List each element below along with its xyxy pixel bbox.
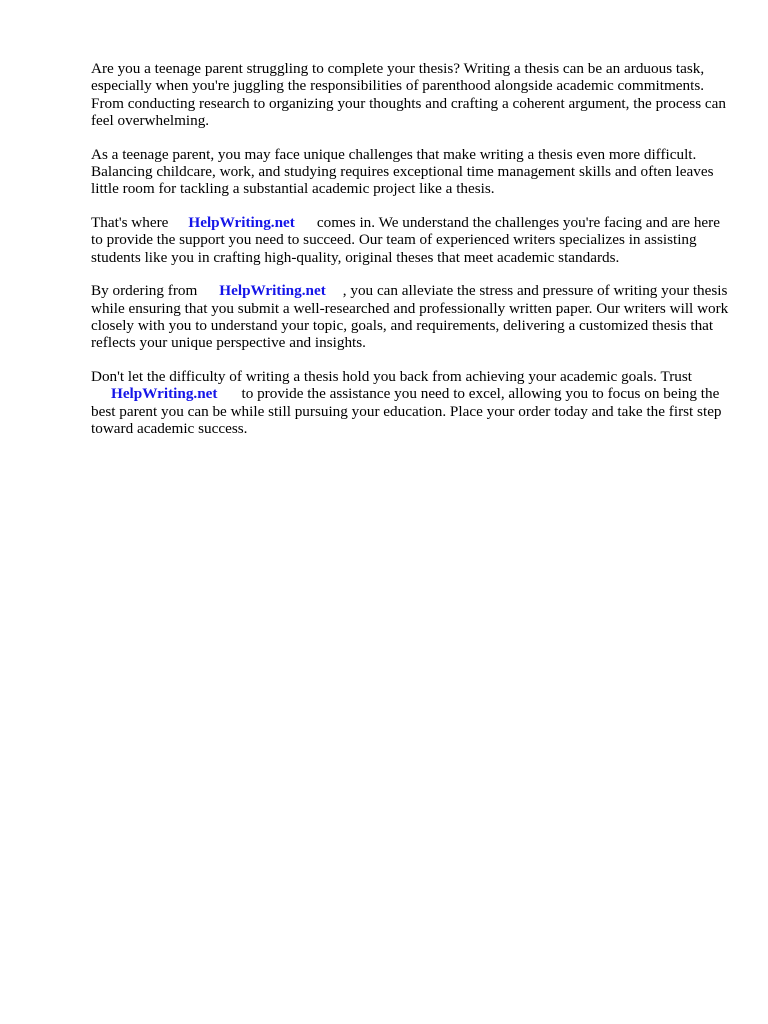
helpwriting-link-3[interactable]: HelpWriting.net — [111, 385, 218, 403]
paragraph-4-text-before: By ordering from — [91, 282, 198, 300]
paragraph-1-text: Are you a teenage parent struggling to complete your thesis? Writing a thesis can be an arduous task, especially when you're juggling the responsibilities of parenthood alongside academic commitments. From conducting research to organizing your thoughts and crafting a coherent argument, the process can feel overwhelming. — [91, 60, 727, 129]
paragraph-2-text: As a teenage parent, you may face unique challenges that make writing a thesis even more difficult. Balancing childcare, work, and studying requires exceptional time management skills and often leaves little room for tackling a substantial academic project like a thesis. — [91, 145, 714, 198]
paragraph-3-text-after: comes in. We understand the challenges you're facing and are here to provide the support you need to succeed. Our team of experienced writers specializes in assisting students like you in crafting high-quality, original theses that meet academic standards. — [91, 214, 720, 266]
paragraph-5-text-after: to provide the assistance you need to excel, allowing you to focus on being the best parent you can be while still pursuing your education. Place your order today and take the first step toward academic success. — [91, 385, 722, 438]
paragraph-2 — [91, 146, 731, 198]
helpwriting-link-2[interactable]: HelpWriting.net — [219, 282, 326, 300]
paragraph-3-text-before: That's where — [91, 214, 169, 232]
paragraph-4-text-after: , you can alleviate the stress and pressure of writing your thesis while ensuring that you submit a well-researched and professionally written paper. Our writers will work closely with you to understand your topic, goals, and requirements, delivering a customized thesis that reflects your unique perspective and insights. — [91, 282, 729, 352]
paragraph-1 — [91, 60, 731, 129]
document-body — [91, 60, 731, 454]
paragraph-4 — [91, 282, 731, 351]
helpwriting-link-1[interactable]: HelpWriting.net — [188, 214, 295, 232]
paragraph-3 — [91, 214, 731, 266]
paragraph-5 — [91, 368, 731, 437]
paragraph-5-text-before: Don't let the difficulty of writing a thesis hold you back from achieving your academic goals. Trust — [91, 368, 692, 386]
